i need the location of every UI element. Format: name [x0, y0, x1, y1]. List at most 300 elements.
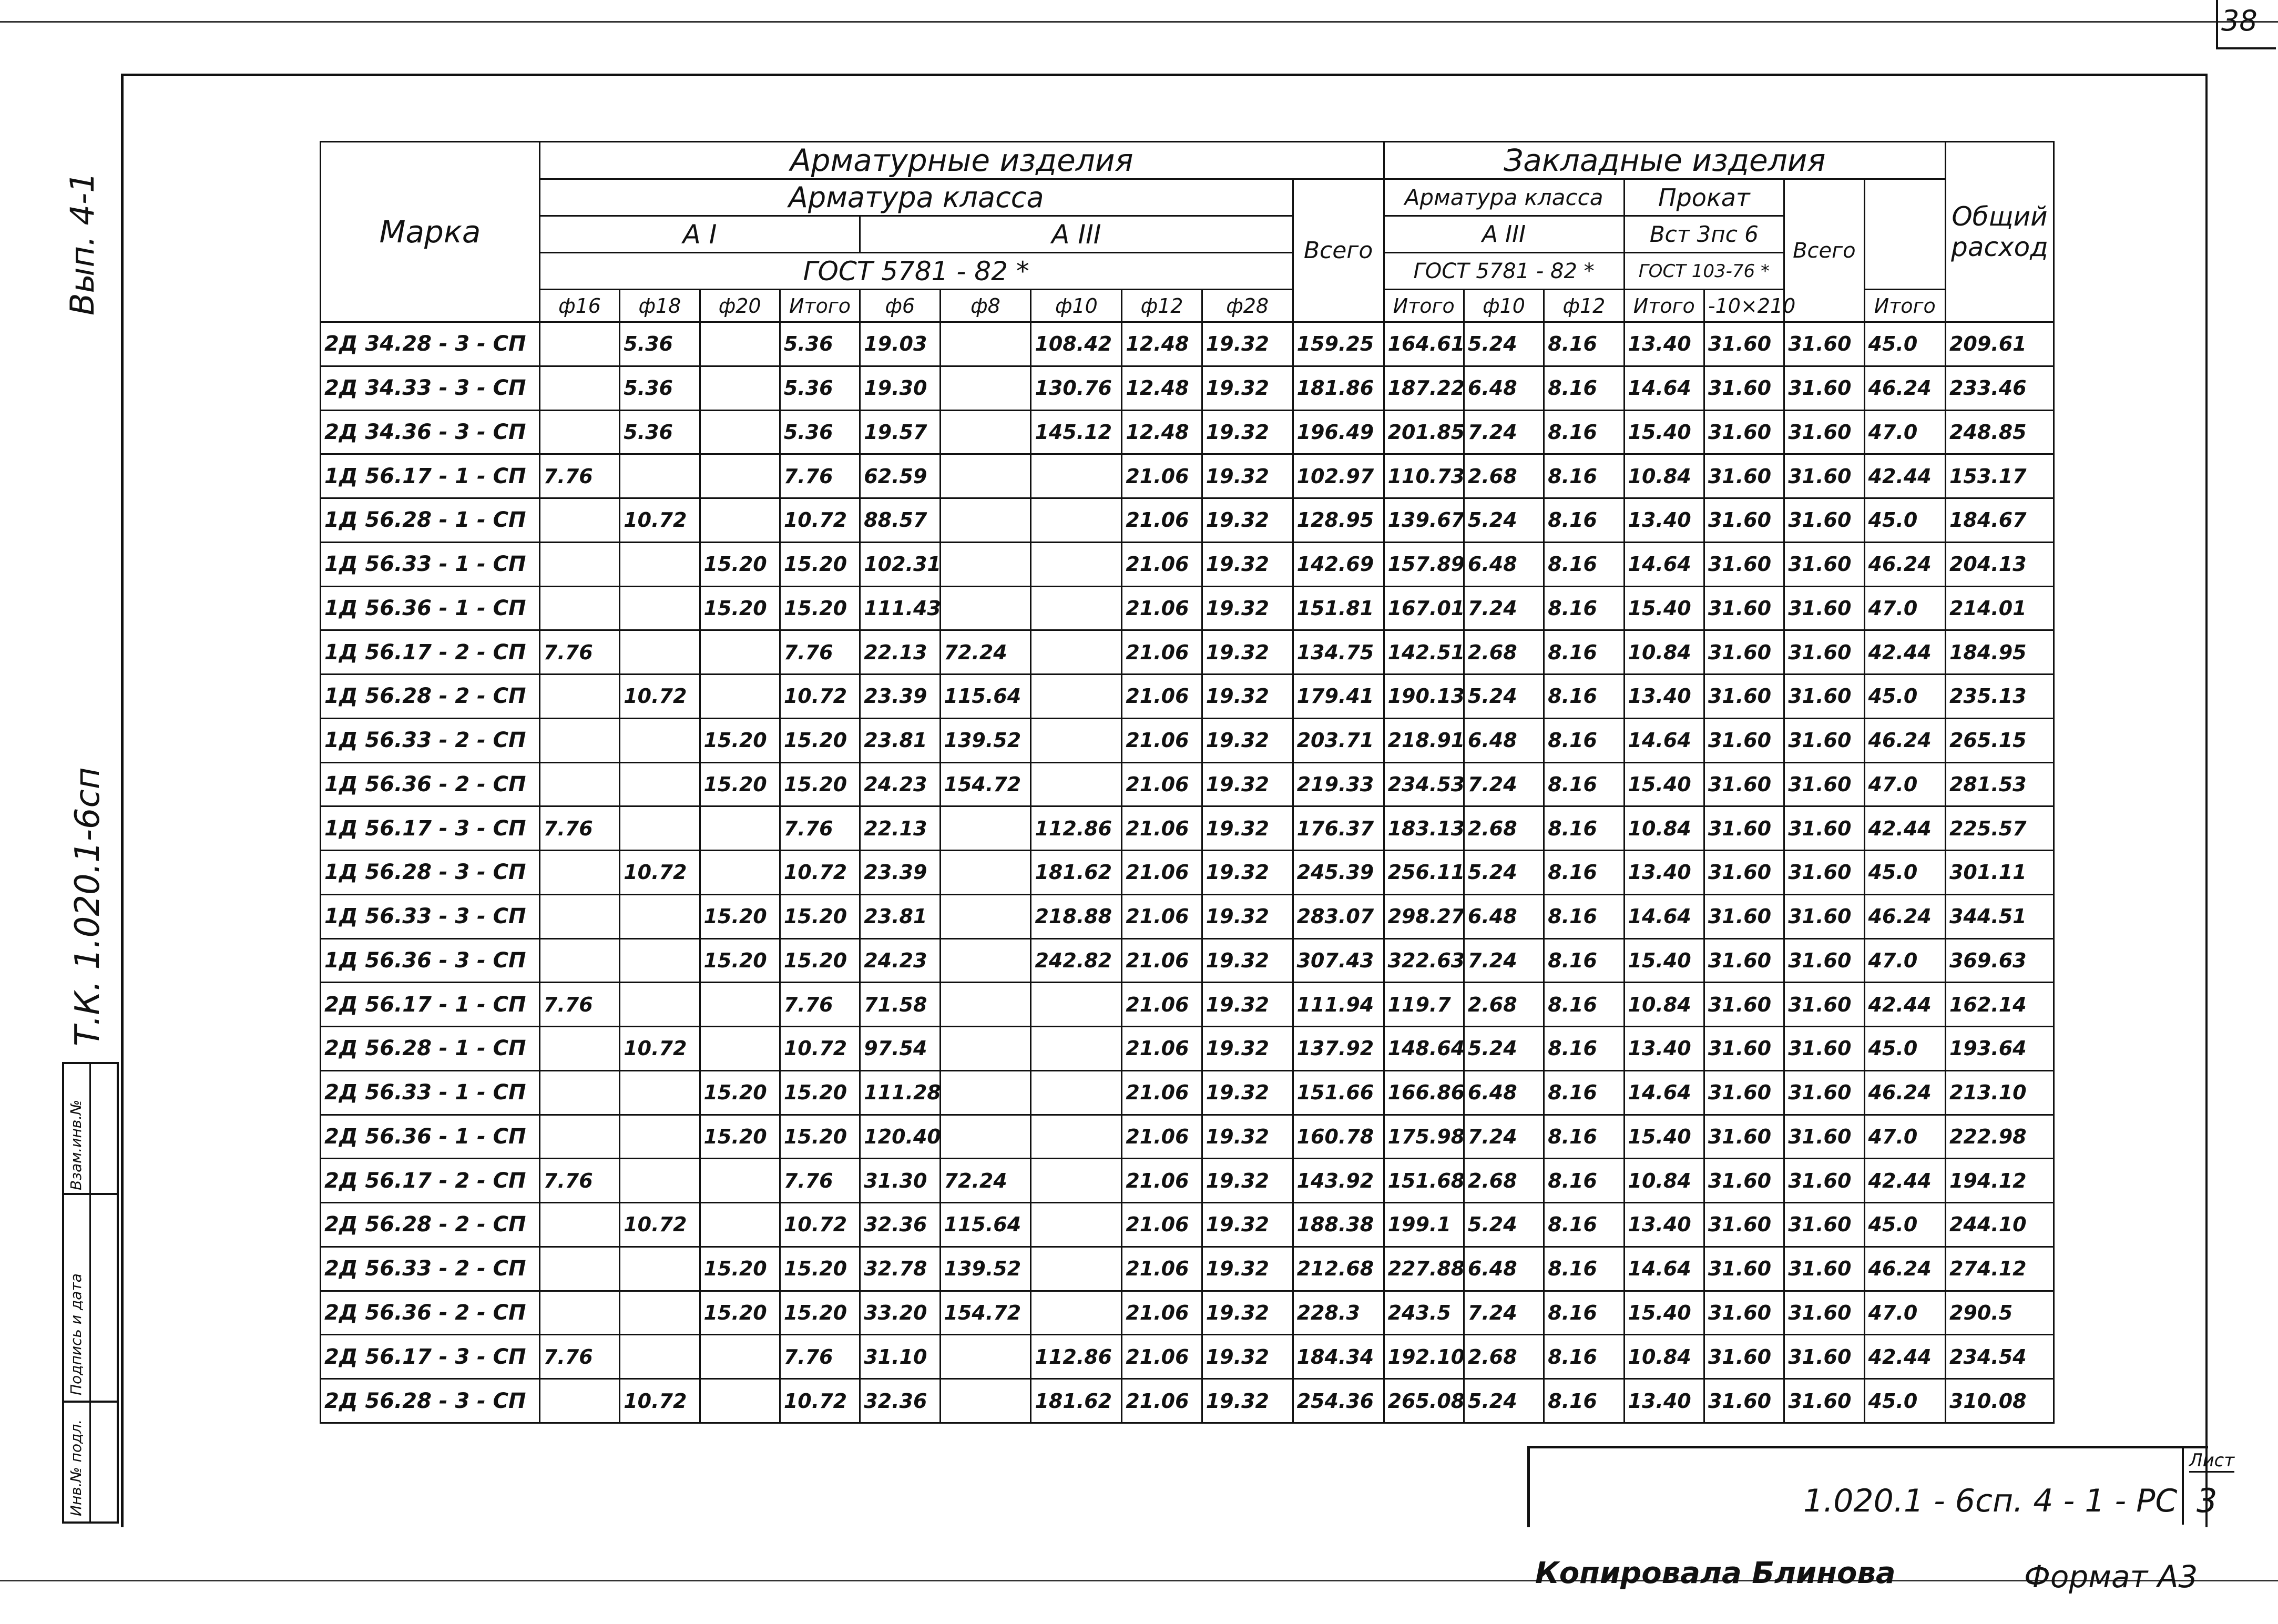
value-cell: 8.16: [1544, 1159, 1624, 1203]
value-cell: 19.03: [860, 322, 940, 366]
value-cell: [539, 498, 619, 543]
value-cell: 10.84: [1624, 806, 1704, 851]
subheader-cell: ф16: [539, 290, 619, 322]
mark-cell: 2Д 34.28 - 3 - СП: [321, 322, 540, 366]
value-cell: 19.32: [1202, 542, 1293, 586]
value-cell: 47.0: [1864, 1291, 1945, 1335]
value-cell: 19.32: [1202, 983, 1293, 1027]
value-cell: 219.33: [1293, 762, 1384, 806]
value-cell: 31.60: [1704, 983, 1784, 1027]
value-cell: [940, 806, 1031, 851]
value-cell: 46.24: [1864, 1070, 1945, 1115]
value-cell: 157.89: [1384, 542, 1464, 586]
value-cell: 45.0: [1864, 675, 1945, 719]
value-cell: 47.0: [1864, 938, 1945, 983]
value-cell: 167.01: [1384, 586, 1464, 630]
value-cell: [700, 851, 780, 895]
value-cell: 15.20: [780, 1115, 860, 1159]
subheader-cell: ф12: [1544, 290, 1624, 322]
subheader-cell: ф12: [1122, 290, 1202, 322]
value-cell: 8.16: [1544, 498, 1624, 543]
value-cell: 8.16: [1544, 1070, 1624, 1115]
value-cell: 21.06: [1122, 675, 1202, 719]
value-cell: 31.60: [1784, 1379, 1864, 1423]
value-cell: [539, 322, 619, 366]
value-cell: 8.16: [1544, 851, 1624, 895]
value-cell: 5.36: [780, 410, 860, 454]
value-cell: 21.06: [1122, 1291, 1202, 1335]
table-row: [321, 806, 2054, 851]
value-cell: [940, 938, 1031, 983]
value-cell: 31.60: [1704, 1335, 1784, 1379]
value-cell: 102.97: [1293, 454, 1384, 498]
value-cell: 112.86: [1031, 806, 1122, 851]
subheader-cell: Итого: [1864, 290, 1945, 322]
value-cell: 19.32: [1202, 1027, 1293, 1071]
value-cell: 19.32: [1202, 938, 1293, 983]
value-cell: [539, 1247, 619, 1291]
subheader-cell: ф18: [620, 290, 700, 322]
mark-cell: 1Д 56.17 - 1 - СП: [321, 454, 540, 498]
sheet-label: Лист: [2189, 1450, 2234, 1473]
value-cell: 15.20: [700, 1291, 780, 1335]
table-row: [321, 586, 2054, 630]
mark-cell: 2Д 56.33 - 2 - СП: [321, 1247, 540, 1291]
table-row: [321, 454, 2054, 498]
value-cell: [1031, 762, 1122, 806]
value-cell: 19.30: [860, 366, 940, 410]
value-cell: 23.81: [860, 894, 940, 938]
value-cell: [1031, 1027, 1122, 1071]
value-cell: 199.1: [1384, 1203, 1464, 1247]
value-cell: 7.24: [1464, 410, 1544, 454]
subheader-cell: ф10: [1031, 290, 1122, 322]
value-cell: 243.5: [1384, 1291, 1464, 1335]
table-row: [321, 1247, 2054, 1291]
value-cell: 228.3: [1293, 1291, 1384, 1335]
table-row: [321, 894, 2054, 938]
value-cell: 31.60: [1784, 1115, 1864, 1159]
value-cell: 151.68: [1384, 1159, 1464, 1203]
mark-cell: 1Д 56.28 - 2 - СП: [321, 675, 540, 719]
value-cell: 15.20: [700, 762, 780, 806]
value-cell: 19.32: [1202, 1115, 1293, 1159]
value-cell: 10.72: [620, 1027, 700, 1071]
value-cell: 154.72: [940, 762, 1031, 806]
value-cell: 190.13: [1384, 675, 1464, 719]
value-cell: [940, 322, 1031, 366]
value-cell: 31.60: [1784, 410, 1864, 454]
value-cell: 15.20: [700, 586, 780, 630]
mark-cell: 2Д 56.17 - 3 - СП: [321, 1335, 540, 1379]
value-cell: 283.07: [1293, 894, 1384, 938]
mark-cell: 2Д 56.28 - 1 - СП: [321, 1027, 540, 1071]
value-cell: 31.60: [1784, 322, 1864, 366]
value-cell: 15.20: [780, 1247, 860, 1291]
value-cell: 23.81: [860, 718, 940, 762]
value-cell: 14.64: [1624, 894, 1704, 938]
value-cell: 21.06: [1122, 1027, 1202, 1071]
value-cell: [940, 983, 1031, 1027]
value-cell: 19.32: [1202, 1070, 1293, 1115]
value-cell: [700, 1203, 780, 1247]
value-cell: 235.13: [1945, 675, 2054, 719]
value-cell: 15.20: [700, 542, 780, 586]
value-cell: 19.57: [860, 410, 940, 454]
value-cell: 110.73: [1384, 454, 1464, 498]
value-cell: 19.32: [1202, 1247, 1293, 1291]
subheader-cell: ф28: [1202, 290, 1293, 322]
value-cell: 33.20: [860, 1291, 940, 1335]
series-label: Т.К. 1.020.1-6сп: [68, 767, 107, 1046]
value-cell: 244.10: [1945, 1203, 2054, 1247]
value-cell: 7.76: [780, 806, 860, 851]
value-cell: 322.63: [1384, 938, 1464, 983]
value-cell: 10.84: [1624, 630, 1704, 675]
value-cell: 225.57: [1945, 806, 2054, 851]
value-cell: 31.60: [1784, 1203, 1864, 1247]
value-cell: 24.23: [860, 938, 940, 983]
value-cell: 8.16: [1544, 1203, 1624, 1247]
value-cell: 31.60: [1784, 1070, 1864, 1115]
subheader-cell: ф10: [1464, 290, 1544, 322]
margin-stamp-box: [62, 1062, 119, 1524]
value-cell: [700, 806, 780, 851]
value-cell: 7.76: [539, 983, 619, 1027]
value-cell: 10.72: [780, 1027, 860, 1071]
grand-total-header: Общий расход: [1945, 142, 2054, 322]
value-cell: [620, 1115, 700, 1159]
value-cell: 184.34: [1293, 1335, 1384, 1379]
value-cell: [620, 938, 700, 983]
value-cell: 45.0: [1864, 1027, 1945, 1071]
value-cell: 5.24: [1464, 851, 1544, 895]
value-cell: [539, 762, 619, 806]
value-cell: 8.16: [1544, 894, 1624, 938]
value-cell: 31.60: [1784, 366, 1864, 410]
value-cell: 2.68: [1464, 806, 1544, 851]
value-cell: 31.60: [1704, 366, 1784, 410]
value-cell: 72.24: [940, 1159, 1031, 1203]
value-cell: 242.82: [1031, 938, 1122, 983]
value-cell: 12.48: [1122, 410, 1202, 454]
value-cell: 5.36: [780, 366, 860, 410]
document-code: 1.020.1 - 6сп. 4 - 1 - РС: [1803, 1483, 2178, 1519]
value-cell: [940, 1379, 1031, 1423]
value-cell: 2.68: [1464, 454, 1544, 498]
value-cell: 31.60: [1704, 1159, 1784, 1203]
value-cell: 245.39: [1293, 851, 1384, 895]
value-cell: [620, 1291, 700, 1335]
value-cell: 31.60: [1704, 1379, 1784, 1423]
value-cell: 5.24: [1464, 1203, 1544, 1247]
value-cell: 13.40: [1624, 498, 1704, 543]
value-cell: [539, 1070, 619, 1115]
value-cell: 10.72: [620, 1379, 700, 1423]
value-cell: 139.52: [940, 1247, 1031, 1291]
value-cell: [539, 894, 619, 938]
value-cell: [700, 675, 780, 719]
value-cell: 15.40: [1624, 1291, 1704, 1335]
value-cell: 15.20: [700, 718, 780, 762]
value-cell: 46.24: [1864, 542, 1945, 586]
value-cell: 256.11: [1384, 851, 1464, 895]
consumption-table: [320, 141, 2055, 1424]
value-cell: 32.36: [860, 1379, 940, 1423]
value-cell: 13.40: [1624, 1203, 1704, 1247]
margin-stamp-divider: [89, 1064, 91, 1521]
value-cell: 196.49: [1293, 410, 1384, 454]
value-cell: 7.76: [539, 1335, 619, 1379]
rebar-class-header: Арматура класса: [539, 179, 1293, 216]
value-cell: 194.12: [1945, 1159, 2054, 1203]
value-cell: 183.13: [1384, 806, 1464, 851]
value-cell: 32.78: [860, 1247, 940, 1291]
value-cell: [620, 983, 700, 1027]
value-cell: 175.98: [1384, 1115, 1464, 1159]
value-cell: 128.95: [1293, 498, 1384, 543]
subheader-cell: -10×210: [1704, 290, 1784, 322]
value-cell: 213.10: [1945, 1070, 2054, 1115]
value-cell: 72.24: [940, 630, 1031, 675]
value-cell: 234.53: [1384, 762, 1464, 806]
value-cell: 24.23: [860, 762, 940, 806]
value-cell: [1031, 1247, 1122, 1291]
value-cell: 31.60: [1784, 1247, 1864, 1291]
value-cell: [700, 410, 780, 454]
mark-cell: 2Д 34.36 - 3 - СП: [321, 410, 540, 454]
value-cell: 6.48: [1464, 542, 1544, 586]
value-cell: [700, 498, 780, 543]
value-cell: 15.20: [780, 718, 860, 762]
embedded-products-header: Закладные изделия: [1384, 142, 1945, 179]
value-cell: 15.20: [700, 894, 780, 938]
value-cell: [620, 718, 700, 762]
value-cell: [1031, 1115, 1122, 1159]
value-cell: 19.32: [1202, 586, 1293, 630]
rolled-header: Прокат: [1624, 179, 1784, 216]
value-cell: 181.62: [1031, 1379, 1122, 1423]
value-cell: 31.60: [1704, 322, 1784, 366]
table-row: [321, 1335, 2054, 1379]
value-cell: 5.24: [1464, 498, 1544, 543]
value-cell: [700, 322, 780, 366]
value-cell: [1031, 983, 1122, 1027]
value-cell: [539, 851, 619, 895]
value-cell: 7.24: [1464, 1115, 1544, 1159]
value-cell: 31.60: [1704, 1115, 1784, 1159]
value-cell: 14.64: [1624, 542, 1704, 586]
value-cell: 45.0: [1864, 851, 1945, 895]
value-cell: 8.16: [1544, 586, 1624, 630]
value-cell: 19.32: [1202, 1159, 1293, 1203]
bottom-border-line: [0, 1580, 2278, 1581]
value-cell: 181.86: [1293, 366, 1384, 410]
value-cell: 301.11: [1945, 851, 2054, 895]
value-cell: 15.20: [780, 894, 860, 938]
value-cell: 21.06: [1122, 1379, 1202, 1423]
value-cell: 19.32: [1202, 1203, 1293, 1247]
value-cell: 8.16: [1544, 322, 1624, 366]
table-row: [321, 366, 2054, 410]
value-cell: 310.08: [1945, 1379, 2054, 1423]
page-number: 38: [2221, 4, 2257, 37]
value-cell: [700, 1027, 780, 1071]
value-cell: 193.64: [1945, 1027, 2054, 1071]
table-row: [321, 1115, 2054, 1159]
value-cell: 14.64: [1624, 366, 1704, 410]
value-cell: [539, 1379, 619, 1423]
emb-total-header: Всего: [1784, 179, 1864, 322]
value-cell: [539, 938, 619, 983]
value-cell: 31.60: [1784, 1335, 1864, 1379]
gost-header: ГОСТ 5781 - 82 *: [539, 253, 1293, 290]
table-row: [321, 675, 2054, 719]
value-cell: [940, 1335, 1031, 1379]
value-cell: [940, 366, 1031, 410]
value-cell: 14.64: [1624, 1070, 1704, 1115]
value-cell: 142.51: [1384, 630, 1464, 675]
value-cell: 15.40: [1624, 586, 1704, 630]
value-cell: 307.43: [1293, 938, 1384, 983]
value-cell: 179.41: [1293, 675, 1384, 719]
value-cell: 31.60: [1704, 586, 1784, 630]
value-cell: 7.24: [1464, 938, 1544, 983]
value-cell: 31.60: [1704, 542, 1784, 586]
value-cell: 45.0: [1864, 498, 1945, 543]
value-cell: 46.24: [1864, 1247, 1945, 1291]
value-cell: 71.58: [860, 983, 940, 1027]
value-cell: 5.36: [780, 322, 860, 366]
value-cell: 139.52: [940, 718, 1031, 762]
table-row: [321, 1027, 2054, 1071]
value-cell: [1031, 718, 1122, 762]
value-cell: 187.22: [1384, 366, 1464, 410]
value-cell: 6.48: [1464, 1070, 1544, 1115]
value-cell: [940, 851, 1031, 895]
value-cell: 5.24: [1464, 675, 1544, 719]
value-cell: [700, 1159, 780, 1203]
value-cell: 7.24: [1464, 1291, 1544, 1335]
value-cell: 10.84: [1624, 1335, 1704, 1379]
value-cell: 160.78: [1293, 1115, 1384, 1159]
value-cell: 137.92: [1293, 1027, 1384, 1071]
value-cell: 15.40: [1624, 938, 1704, 983]
value-cell: 21.06: [1122, 894, 1202, 938]
value-cell: 42.44: [1864, 983, 1945, 1027]
value-cell: 5.24: [1464, 1027, 1544, 1071]
value-cell: [620, 454, 700, 498]
value-cell: [620, 1247, 700, 1291]
value-cell: 88.57: [860, 498, 940, 543]
value-cell: 15.20: [700, 1115, 780, 1159]
value-cell: 203.71: [1293, 718, 1384, 762]
value-cell: 176.37: [1293, 806, 1384, 851]
table-row: [321, 542, 2054, 586]
subheader-cell: ф6: [860, 290, 940, 322]
value-cell: 159.25: [1293, 322, 1384, 366]
value-cell: 13.40: [1624, 322, 1704, 366]
value-cell: 21.06: [1122, 762, 1202, 806]
value-cell: 201.85: [1384, 410, 1464, 454]
value-cell: [539, 542, 619, 586]
value-cell: 21.06: [1122, 718, 1202, 762]
value-cell: [700, 630, 780, 675]
value-cell: 8.16: [1544, 675, 1624, 719]
value-cell: 7.76: [780, 1335, 860, 1379]
value-cell: [1031, 1291, 1122, 1335]
value-cell: 23.39: [860, 675, 940, 719]
value-cell: [940, 498, 1031, 543]
value-cell: 6.48: [1464, 894, 1544, 938]
value-cell: [620, 1159, 700, 1203]
value-cell: 119.7: [1384, 983, 1464, 1027]
value-cell: 143.92: [1293, 1159, 1384, 1203]
table-row: [321, 851, 2054, 895]
value-cell: 15.40: [1624, 1115, 1704, 1159]
value-cell: 222.98: [1945, 1115, 2054, 1159]
top-border-line: [0, 21, 2278, 23]
mark-cell: 2Д 56.28 - 3 - СП: [321, 1379, 540, 1423]
mark-cell: 2Д 56.28 - 2 - СП: [321, 1203, 540, 1247]
value-cell: 31.60: [1704, 1203, 1784, 1247]
value-cell: 154.72: [940, 1291, 1031, 1335]
value-cell: 184.67: [1945, 498, 2054, 543]
value-cell: 13.40: [1624, 1027, 1704, 1071]
value-cell: 8.16: [1544, 1247, 1624, 1291]
value-cell: 214.01: [1945, 586, 2054, 630]
mark-cell: 2Д 56.17 - 2 - СП: [321, 1159, 540, 1203]
mark-cell: 2Д 56.33 - 1 - СП: [321, 1070, 540, 1115]
value-cell: 15.40: [1624, 762, 1704, 806]
table-row: [321, 762, 2054, 806]
sheet-box: [2182, 1446, 2235, 1525]
value-cell: 21.06: [1122, 851, 1202, 895]
value-cell: 19.32: [1202, 762, 1293, 806]
value-cell: 2.68: [1464, 1159, 1544, 1203]
value-cell: 42.44: [1864, 806, 1945, 851]
value-cell: [539, 1115, 619, 1159]
value-cell: 31.60: [1704, 718, 1784, 762]
value-cell: [700, 983, 780, 1027]
value-cell: 31.60: [1784, 718, 1864, 762]
value-cell: 7.76: [539, 806, 619, 851]
paper-format: Формат А3: [2024, 1559, 2198, 1595]
value-cell: 46.24: [1864, 366, 1945, 410]
value-cell: 10.72: [620, 851, 700, 895]
value-cell: 31.30: [860, 1159, 940, 1203]
rebar-total-header: Всего: [1293, 179, 1384, 322]
steel-grade-header: Вст 3пс 6: [1624, 216, 1784, 253]
value-cell: 151.81: [1293, 586, 1384, 630]
value-cell: 115.64: [940, 1203, 1031, 1247]
value-cell: 10.72: [780, 1203, 860, 1247]
value-cell: 42.44: [1864, 1159, 1945, 1203]
value-cell: 31.60: [1784, 586, 1864, 630]
value-cell: 21.06: [1122, 1115, 1202, 1159]
value-cell: 13.40: [1624, 851, 1704, 895]
value-cell: 47.0: [1864, 762, 1945, 806]
value-cell: [1031, 542, 1122, 586]
value-cell: 7.76: [780, 983, 860, 1027]
value-cell: 15.20: [780, 762, 860, 806]
value-cell: 7.76: [539, 454, 619, 498]
value-cell: [940, 1070, 1031, 1115]
value-cell: 31.60: [1784, 894, 1864, 938]
value-cell: 8.16: [1544, 806, 1624, 851]
value-cell: 15.20: [780, 542, 860, 586]
value-cell: 112.86: [1031, 1335, 1122, 1379]
